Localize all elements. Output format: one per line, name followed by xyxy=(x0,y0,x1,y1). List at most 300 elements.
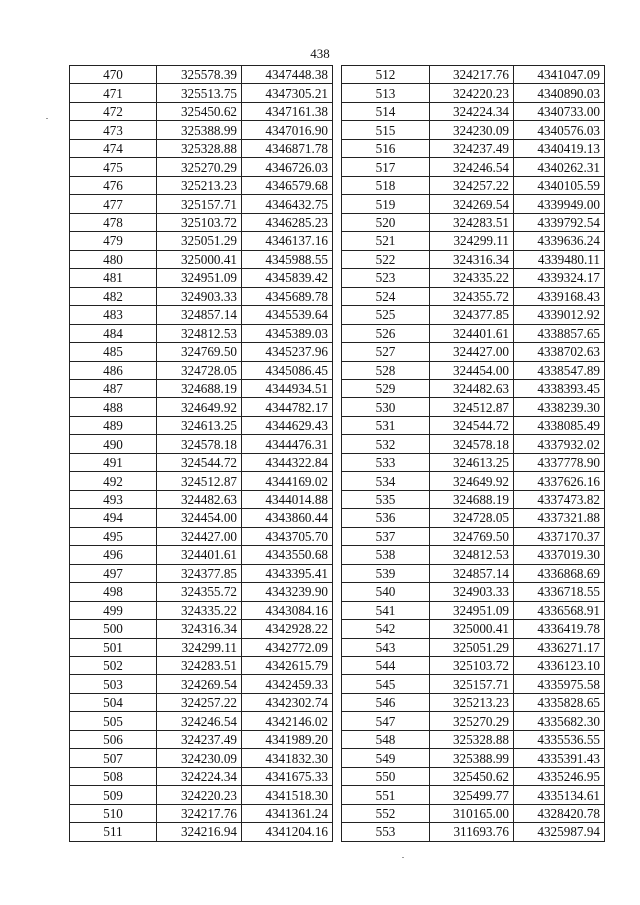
x-coordinate-cell: 324857.14 xyxy=(157,306,242,324)
table-row xyxy=(342,490,605,508)
point-number-cell: 475 xyxy=(70,158,157,176)
y-coordinate-cell: 4347448.38 xyxy=(242,66,333,84)
y-coordinate-cell: 4339324.17 xyxy=(514,269,605,287)
x-coordinate-cell: 324230.09 xyxy=(430,121,514,139)
y-coordinate-cell: 4342615.79 xyxy=(242,657,333,675)
table-row xyxy=(70,490,333,508)
point-number-cell: 513 xyxy=(342,84,430,102)
y-coordinate-cell: 4336419.78 xyxy=(514,620,605,638)
table-row xyxy=(70,232,333,250)
table-row xyxy=(70,139,333,157)
table-row xyxy=(70,749,333,767)
point-number-cell: 520 xyxy=(342,213,430,231)
y-coordinate-cell: 4336271.17 xyxy=(514,638,605,656)
point-number-cell: 534 xyxy=(342,472,430,490)
y-coordinate-cell: 4335246.95 xyxy=(514,767,605,785)
y-coordinate-cell: 4342928.22 xyxy=(242,620,333,638)
y-coordinate-cell: 4343860.44 xyxy=(242,509,333,527)
x-coordinate-cell: 324951.09 xyxy=(157,269,242,287)
y-coordinate-cell: 4339636.24 xyxy=(514,232,605,250)
x-coordinate-cell: 324769.50 xyxy=(430,527,514,545)
point-number-cell: 523 xyxy=(342,269,430,287)
y-coordinate-cell: 4340576.03 xyxy=(514,121,605,139)
y-coordinate-cell: 4325987.94 xyxy=(514,823,605,841)
y-coordinate-cell: 4341832.30 xyxy=(242,749,333,767)
x-coordinate-cell: 324217.76 xyxy=(430,66,514,84)
y-coordinate-cell: 4336568.91 xyxy=(514,601,605,619)
scan-speck xyxy=(46,118,48,119)
table-row xyxy=(342,675,605,693)
point-number-cell: 533 xyxy=(342,453,430,471)
point-number-cell: 518 xyxy=(342,176,430,194)
table-row xyxy=(70,102,333,120)
x-coordinate-cell: 324578.18 xyxy=(430,435,514,453)
table-row xyxy=(342,472,605,490)
x-coordinate-cell: 325270.29 xyxy=(157,158,242,176)
point-number-cell: 540 xyxy=(342,583,430,601)
y-coordinate-cell: 4337932.02 xyxy=(514,435,605,453)
x-coordinate-cell: 325328.88 xyxy=(430,730,514,748)
point-number-cell: 497 xyxy=(70,564,157,582)
table-row xyxy=(342,730,605,748)
table-row xyxy=(70,693,333,711)
y-coordinate-cell: 4341047.09 xyxy=(514,66,605,84)
table-row xyxy=(342,343,605,361)
table-row xyxy=(342,712,605,730)
point-number-cell: 486 xyxy=(70,361,157,379)
x-coordinate-cell: 324316.34 xyxy=(157,620,242,638)
y-coordinate-cell: 4338857.65 xyxy=(514,324,605,342)
table-row xyxy=(70,158,333,176)
table-row xyxy=(70,564,333,582)
x-coordinate-cell: 324237.49 xyxy=(430,139,514,157)
point-number-cell: 483 xyxy=(70,306,157,324)
table-row xyxy=(70,546,333,564)
x-coordinate-cell: 324903.33 xyxy=(157,287,242,305)
point-number-cell: 511 xyxy=(70,823,157,841)
table-row xyxy=(70,453,333,471)
x-coordinate-cell: 325578.39 xyxy=(157,66,242,84)
y-coordinate-cell: 4346432.75 xyxy=(242,195,333,213)
y-coordinate-cell: 4337778.90 xyxy=(514,453,605,471)
y-coordinate-cell: 4344629.43 xyxy=(242,416,333,434)
table-row xyxy=(342,786,605,804)
y-coordinate-cell: 4340105.59 xyxy=(514,176,605,194)
y-coordinate-cell: 4345086.45 xyxy=(242,361,333,379)
coordinates-table-right xyxy=(341,65,605,842)
point-number-cell: 473 xyxy=(70,121,157,139)
point-number-cell: 524 xyxy=(342,287,430,305)
table-row xyxy=(70,213,333,231)
table-row xyxy=(342,509,605,527)
x-coordinate-cell: 324401.61 xyxy=(430,324,514,342)
y-coordinate-cell: 4347016.90 xyxy=(242,121,333,139)
x-coordinate-cell: 324482.63 xyxy=(430,379,514,397)
x-coordinate-cell: 325000.41 xyxy=(157,250,242,268)
table-row xyxy=(342,121,605,139)
table-row xyxy=(342,620,605,638)
point-number-cell: 539 xyxy=(342,564,430,582)
table-row xyxy=(70,176,333,194)
y-coordinate-cell: 4343550.68 xyxy=(242,546,333,564)
point-number-cell: 517 xyxy=(342,158,430,176)
x-coordinate-cell: 325388.99 xyxy=(157,121,242,139)
point-number-cell: 493 xyxy=(70,490,157,508)
x-coordinate-cell: 324903.33 xyxy=(430,583,514,601)
x-coordinate-cell: 325450.62 xyxy=(157,102,242,120)
table-row xyxy=(342,638,605,656)
point-number-cell: 542 xyxy=(342,620,430,638)
point-number-cell: 500 xyxy=(70,620,157,638)
point-number-cell: 541 xyxy=(342,601,430,619)
point-number-cell: 525 xyxy=(342,306,430,324)
x-coordinate-cell: 324649.92 xyxy=(430,472,514,490)
y-coordinate-cell: 4342459.33 xyxy=(242,675,333,693)
point-number-cell: 490 xyxy=(70,435,157,453)
table-row xyxy=(342,250,605,268)
y-coordinate-cell: 4328420.78 xyxy=(514,804,605,822)
x-coordinate-cell: 324454.00 xyxy=(430,361,514,379)
table-row xyxy=(342,601,605,619)
x-coordinate-cell: 324217.76 xyxy=(157,804,242,822)
x-coordinate-cell: 324269.54 xyxy=(157,675,242,693)
point-number-cell: 506 xyxy=(70,730,157,748)
table-row xyxy=(70,435,333,453)
table-row xyxy=(342,158,605,176)
point-number-cell: 516 xyxy=(342,139,430,157)
point-number-cell: 528 xyxy=(342,361,430,379)
table-row xyxy=(70,306,333,324)
table-row xyxy=(70,583,333,601)
y-coordinate-cell: 4343395.41 xyxy=(242,564,333,582)
table-row xyxy=(342,102,605,120)
point-number-cell: 494 xyxy=(70,509,157,527)
table-row xyxy=(342,767,605,785)
point-number-cell: 535 xyxy=(342,490,430,508)
y-coordinate-cell: 4345689.78 xyxy=(242,287,333,305)
table-row xyxy=(342,232,605,250)
y-coordinate-cell: 4342772.09 xyxy=(242,638,333,656)
point-number-cell: 547 xyxy=(342,712,430,730)
point-number-cell: 538 xyxy=(342,546,430,564)
point-number-cell: 476 xyxy=(70,176,157,194)
y-coordinate-cell: 4342146.02 xyxy=(242,712,333,730)
point-number-cell: 503 xyxy=(70,675,157,693)
y-coordinate-cell: 4345539.64 xyxy=(242,306,333,324)
x-coordinate-cell: 324220.23 xyxy=(157,786,242,804)
x-coordinate-cell: 324427.00 xyxy=(157,527,242,545)
x-coordinate-cell: 324257.22 xyxy=(430,176,514,194)
point-number-cell: 477 xyxy=(70,195,157,213)
x-coordinate-cell: 324857.14 xyxy=(430,564,514,582)
x-coordinate-cell: 324335.22 xyxy=(157,601,242,619)
x-coordinate-cell: 324355.72 xyxy=(430,287,514,305)
y-coordinate-cell: 4335828.65 xyxy=(514,693,605,711)
table-row xyxy=(342,324,605,342)
table-row xyxy=(70,379,333,397)
point-number-cell: 515 xyxy=(342,121,430,139)
point-number-cell: 546 xyxy=(342,693,430,711)
x-coordinate-cell: 324613.25 xyxy=(157,416,242,434)
y-coordinate-cell: 4344169.02 xyxy=(242,472,333,490)
x-coordinate-cell: 324613.25 xyxy=(430,453,514,471)
y-coordinate-cell: 4340733.00 xyxy=(514,102,605,120)
table-row xyxy=(70,269,333,287)
point-number-cell: 510 xyxy=(70,804,157,822)
y-coordinate-cell: 4339792.54 xyxy=(514,213,605,231)
point-number-cell: 509 xyxy=(70,786,157,804)
y-coordinate-cell: 4343084.16 xyxy=(242,601,333,619)
x-coordinate-cell: 324230.09 xyxy=(157,749,242,767)
table-row xyxy=(70,195,333,213)
point-number-cell: 548 xyxy=(342,730,430,748)
x-coordinate-cell: 311693.76 xyxy=(430,823,514,841)
x-coordinate-cell: 324216.94 xyxy=(157,823,242,841)
table-row xyxy=(70,472,333,490)
table-row xyxy=(70,416,333,434)
table-row xyxy=(342,546,605,564)
table-row xyxy=(342,823,605,841)
y-coordinate-cell: 4344782.17 xyxy=(242,398,333,416)
x-coordinate-cell: 324512.87 xyxy=(430,398,514,416)
y-coordinate-cell: 4345839.42 xyxy=(242,269,333,287)
point-number-cell: 499 xyxy=(70,601,157,619)
table-row xyxy=(70,121,333,139)
point-number-cell: 527 xyxy=(342,343,430,361)
table-row xyxy=(342,583,605,601)
y-coordinate-cell: 4346579.68 xyxy=(242,176,333,194)
table-row xyxy=(70,767,333,785)
y-coordinate-cell: 4344014.88 xyxy=(242,490,333,508)
y-coordinate-cell: 4337321.88 xyxy=(514,509,605,527)
x-coordinate-cell: 324283.51 xyxy=(430,213,514,231)
y-coordinate-cell: 4346726.03 xyxy=(242,158,333,176)
y-coordinate-cell: 4341361.24 xyxy=(242,804,333,822)
table-row xyxy=(70,250,333,268)
x-coordinate-cell: 325103.72 xyxy=(430,657,514,675)
table-row xyxy=(342,749,605,767)
table-row xyxy=(342,361,605,379)
x-coordinate-cell: 324812.53 xyxy=(157,324,242,342)
y-coordinate-cell: 4340262.31 xyxy=(514,158,605,176)
y-coordinate-cell: 4339480.11 xyxy=(514,250,605,268)
point-number-cell: 553 xyxy=(342,823,430,841)
y-coordinate-cell: 4347161.38 xyxy=(242,102,333,120)
point-number-cell: 502 xyxy=(70,657,157,675)
point-number-cell: 505 xyxy=(70,712,157,730)
x-coordinate-cell: 324220.23 xyxy=(430,84,514,102)
table-row xyxy=(70,620,333,638)
x-coordinate-cell: 325450.62 xyxy=(430,767,514,785)
x-coordinate-cell: 324237.49 xyxy=(157,730,242,748)
x-coordinate-cell: 324246.54 xyxy=(430,158,514,176)
y-coordinate-cell: 4335682.30 xyxy=(514,712,605,730)
point-number-cell: 478 xyxy=(70,213,157,231)
x-coordinate-cell: 324728.05 xyxy=(157,361,242,379)
y-coordinate-cell: 4345988.55 xyxy=(242,250,333,268)
table-row xyxy=(342,306,605,324)
x-coordinate-cell: 325213.23 xyxy=(157,176,242,194)
x-coordinate-cell: 325157.71 xyxy=(430,675,514,693)
table-row xyxy=(342,564,605,582)
y-coordinate-cell: 4338239.30 xyxy=(514,398,605,416)
x-coordinate-cell: 324316.34 xyxy=(430,250,514,268)
x-coordinate-cell: 325270.29 xyxy=(430,712,514,730)
x-coordinate-cell: 324769.50 xyxy=(157,343,242,361)
x-coordinate-cell: 324355.72 xyxy=(157,583,242,601)
x-coordinate-cell: 324649.92 xyxy=(157,398,242,416)
y-coordinate-cell: 4337473.82 xyxy=(514,490,605,508)
y-coordinate-cell: 4343705.70 xyxy=(242,527,333,545)
point-number-cell: 474 xyxy=(70,139,157,157)
point-number-cell: 472 xyxy=(70,102,157,120)
point-number-cell: 485 xyxy=(70,343,157,361)
table-row xyxy=(342,213,605,231)
point-number-cell: 544 xyxy=(342,657,430,675)
point-number-cell: 507 xyxy=(70,749,157,767)
table-row xyxy=(342,84,605,102)
x-coordinate-cell: 310165.00 xyxy=(430,804,514,822)
point-number-cell: 496 xyxy=(70,546,157,564)
y-coordinate-cell: 4340890.03 xyxy=(514,84,605,102)
table-row xyxy=(70,601,333,619)
x-coordinate-cell: 324688.19 xyxy=(157,379,242,397)
point-number-cell: 471 xyxy=(70,84,157,102)
table-row xyxy=(70,657,333,675)
x-coordinate-cell: 325213.23 xyxy=(430,693,514,711)
point-number-cell: 543 xyxy=(342,638,430,656)
x-coordinate-cell: 325103.72 xyxy=(157,213,242,231)
x-coordinate-cell: 324377.85 xyxy=(430,306,514,324)
y-coordinate-cell: 4346871.78 xyxy=(242,139,333,157)
x-coordinate-cell: 325513.75 xyxy=(157,84,242,102)
y-coordinate-cell: 4344322.84 xyxy=(242,453,333,471)
point-number-cell: 519 xyxy=(342,195,430,213)
table-row xyxy=(70,398,333,416)
point-number-cell: 532 xyxy=(342,435,430,453)
x-coordinate-cell: 324578.18 xyxy=(157,435,242,453)
point-number-cell: 552 xyxy=(342,804,430,822)
x-coordinate-cell: 325499.77 xyxy=(430,786,514,804)
table-row xyxy=(70,509,333,527)
coordinates-table-left xyxy=(69,65,333,842)
table-row xyxy=(70,823,333,841)
x-coordinate-cell: 324482.63 xyxy=(157,490,242,508)
y-coordinate-cell: 4338547.89 xyxy=(514,361,605,379)
table-row xyxy=(342,453,605,471)
x-coordinate-cell: 324257.22 xyxy=(157,693,242,711)
y-coordinate-cell: 4336718.55 xyxy=(514,583,605,601)
x-coordinate-cell: 324246.54 xyxy=(157,712,242,730)
x-coordinate-cell: 324299.11 xyxy=(430,232,514,250)
y-coordinate-cell: 4337626.16 xyxy=(514,472,605,490)
x-coordinate-cell: 325051.29 xyxy=(430,638,514,656)
point-number-cell: 514 xyxy=(342,102,430,120)
y-coordinate-cell: 4335134.61 xyxy=(514,786,605,804)
table-row xyxy=(70,675,333,693)
x-coordinate-cell: 324512.87 xyxy=(157,472,242,490)
y-coordinate-cell: 4344476.31 xyxy=(242,435,333,453)
point-number-cell: 522 xyxy=(342,250,430,268)
point-number-cell: 530 xyxy=(342,398,430,416)
point-number-cell: 482 xyxy=(70,287,157,305)
y-coordinate-cell: 4335536.55 xyxy=(514,730,605,748)
y-coordinate-cell: 4345389.03 xyxy=(242,324,333,342)
x-coordinate-cell: 324728.05 xyxy=(430,509,514,527)
x-coordinate-cell: 325000.41 xyxy=(430,620,514,638)
point-number-cell: 549 xyxy=(342,749,430,767)
table-row xyxy=(342,398,605,416)
table-row xyxy=(342,657,605,675)
table-row xyxy=(342,527,605,545)
table-row xyxy=(342,416,605,434)
y-coordinate-cell: 4346285.23 xyxy=(242,213,333,231)
x-coordinate-cell: 325051.29 xyxy=(157,232,242,250)
point-number-cell: 489 xyxy=(70,416,157,434)
x-coordinate-cell: 324454.00 xyxy=(157,509,242,527)
x-coordinate-cell: 324224.34 xyxy=(157,767,242,785)
x-coordinate-cell: 324377.85 xyxy=(157,564,242,582)
table-row xyxy=(70,527,333,545)
table-row xyxy=(70,730,333,748)
y-coordinate-cell: 4335391.43 xyxy=(514,749,605,767)
y-coordinate-cell: 4338393.45 xyxy=(514,379,605,397)
table-row xyxy=(342,195,605,213)
x-coordinate-cell: 324283.51 xyxy=(157,657,242,675)
y-coordinate-cell: 4337170.37 xyxy=(514,527,605,545)
table-row xyxy=(342,435,605,453)
table-row xyxy=(342,287,605,305)
point-number-cell: 521 xyxy=(342,232,430,250)
y-coordinate-cell: 4342302.74 xyxy=(242,693,333,711)
scan-speck xyxy=(402,857,404,858)
y-coordinate-cell: 4343239.90 xyxy=(242,583,333,601)
table-row xyxy=(70,66,333,84)
table-row xyxy=(342,66,605,84)
y-coordinate-cell: 4341518.30 xyxy=(242,786,333,804)
point-number-cell: 479 xyxy=(70,232,157,250)
y-coordinate-cell: 4341675.33 xyxy=(242,767,333,785)
point-number-cell: 495 xyxy=(70,527,157,545)
point-number-cell: 484 xyxy=(70,324,157,342)
x-coordinate-cell: 324299.11 xyxy=(157,638,242,656)
table-row xyxy=(70,343,333,361)
y-coordinate-cell: 4339012.92 xyxy=(514,306,605,324)
table-row xyxy=(70,324,333,342)
point-number-cell: 536 xyxy=(342,509,430,527)
table-row xyxy=(342,269,605,287)
y-coordinate-cell: 4347305.21 xyxy=(242,84,333,102)
x-coordinate-cell: 325157.71 xyxy=(157,195,242,213)
y-coordinate-cell: 4335975.58 xyxy=(514,675,605,693)
x-coordinate-cell: 324812.53 xyxy=(430,546,514,564)
point-number-cell: 481 xyxy=(70,269,157,287)
table-row xyxy=(70,638,333,656)
y-coordinate-cell: 4338702.63 xyxy=(514,343,605,361)
point-number-cell: 480 xyxy=(70,250,157,268)
table-row xyxy=(70,786,333,804)
y-coordinate-cell: 4336123.10 xyxy=(514,657,605,675)
table-row xyxy=(70,361,333,379)
x-coordinate-cell: 325328.88 xyxy=(157,139,242,157)
point-number-cell: 529 xyxy=(342,379,430,397)
y-coordinate-cell: 4339949.00 xyxy=(514,195,605,213)
point-number-cell: 551 xyxy=(342,786,430,804)
y-coordinate-cell: 4340419.13 xyxy=(514,139,605,157)
table-row xyxy=(342,176,605,194)
point-number-cell: 526 xyxy=(342,324,430,342)
x-coordinate-cell: 324544.72 xyxy=(430,416,514,434)
